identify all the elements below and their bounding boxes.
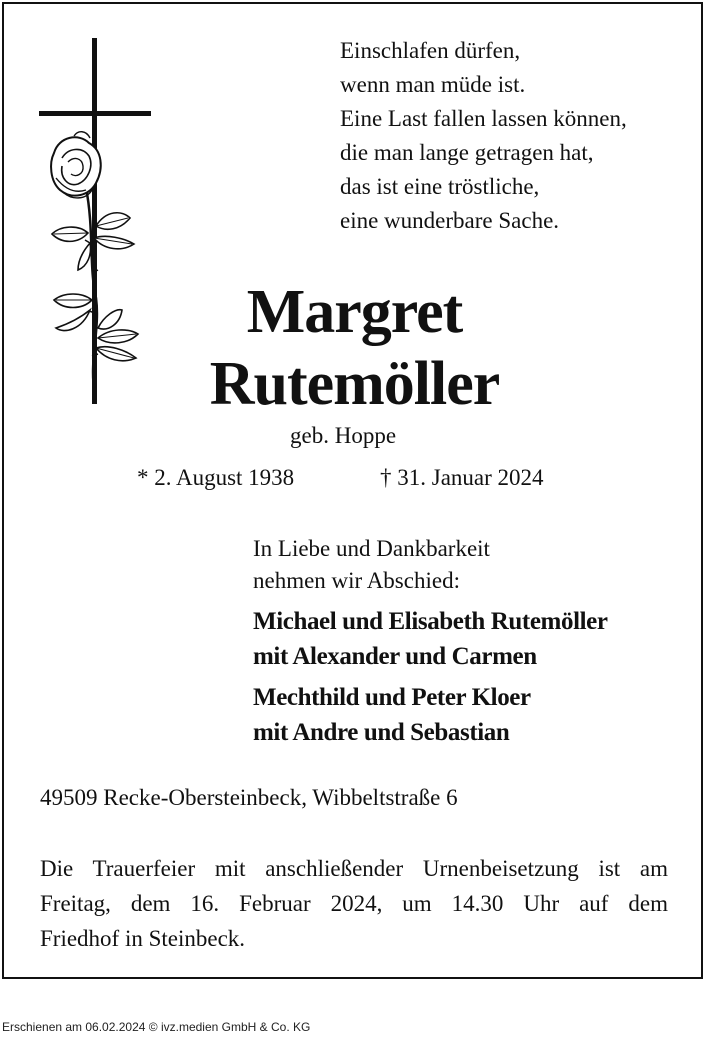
death-date: † 31. Januar 2024 [380, 465, 544, 490]
family-line: Mechthild und Peter Kloer [253, 684, 531, 711]
family-group [253, 604, 608, 674]
publication-footer: Erschienen am 06.02.2024 © ivz.medien GmbH & Co. KG [2, 1020, 311, 1034]
service-notice [40, 851, 668, 956]
service-line: Freitag, dem 16. Februar 2024, um 14.30 Uhr auf dem [40, 891, 668, 916]
family-line: mit Andre und Sebastian [253, 719, 510, 746]
poem-line: Eine Last fallen lassen können, [340, 106, 627, 131]
service-line: Die Trauerfeier mit anschließender Urnenbeisetzung ist am [40, 856, 668, 881]
farewell-line: nehmen wir Abschied: [253, 568, 460, 593]
service-line: Friedhof in Steinbeck. [40, 926, 246, 951]
poem-line: eine wunderbare Sache. [340, 208, 560, 233]
farewell-line: In Liebe und Dankbarkeit [253, 536, 490, 561]
poem [340, 34, 627, 238]
poem-line: die man lange getragen hat, [340, 140, 594, 165]
birth-date: * 2. August 1938 [137, 465, 295, 490]
family-line: mit Alexander und Carmen [253, 643, 537, 670]
poem-line: Einschlafen dürfen, [340, 38, 521, 63]
poem-line: wenn man müde ist. [340, 72, 526, 97]
deceased-first-name: Margret [246, 278, 463, 346]
farewell-text [253, 533, 490, 597]
family-group [253, 680, 531, 750]
poem-line: das ist eine tröstliche, [340, 174, 540, 199]
family-line: Michael und Elisabeth Rutemöller [253, 608, 608, 635]
deceased-last-name: Rutemöller [209, 350, 500, 418]
maiden-name: geb. Hoppe [290, 423, 397, 448]
address: 49509 Recke-Obersteinbeck, Wibbeltstraße 6 [40, 785, 458, 810]
